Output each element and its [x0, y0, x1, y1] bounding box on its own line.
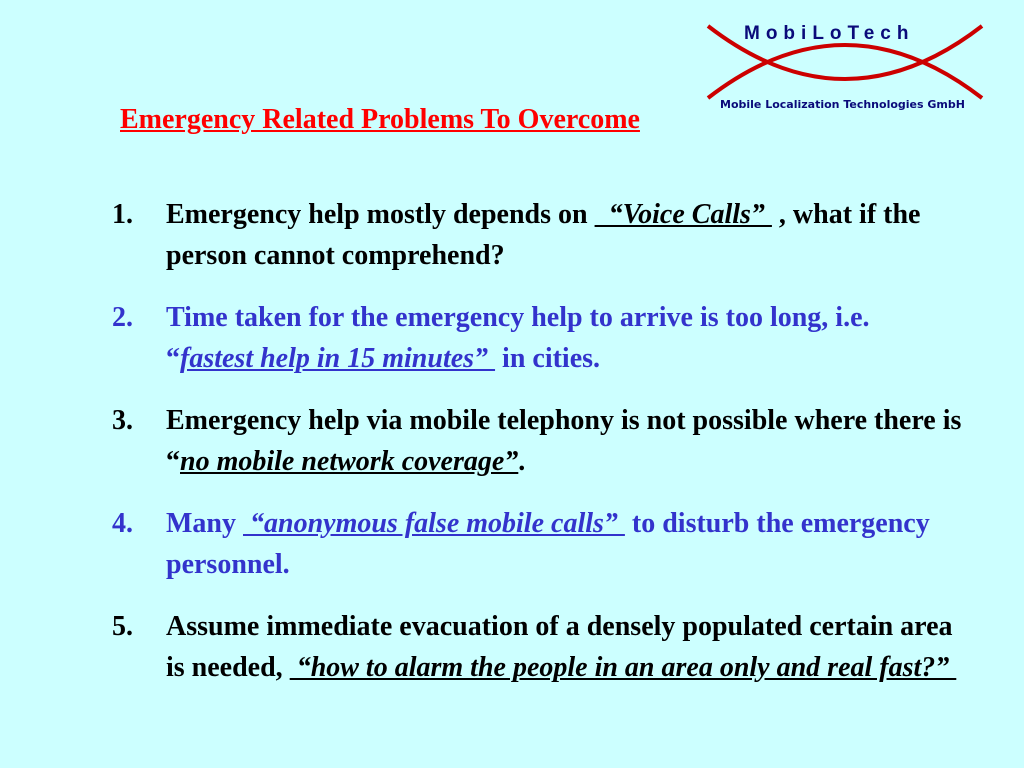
list-item — [112, 606, 962, 688]
item-text-end: to disturb the emergency personnel. — [166, 508, 930, 580]
list-item — [112, 194, 962, 276]
item-text: Emergency help via mobile telephony is not possible where there is “ — [166, 405, 962, 477]
problem-list — [112, 194, 962, 709]
logo-subtitle: Mobile Localization Technologies GmbH — [720, 98, 965, 111]
slide-title: Emergency Related Problems To Overcome — [120, 104, 640, 135]
item-highlight: “anonymous false mobile calls” — [243, 508, 625, 539]
list-item — [112, 297, 962, 379]
item-text: Many — [166, 508, 243, 539]
item-number: 5. — [112, 611, 133, 642]
item-highlight: “how to alarm the people in an area only and real fast?” — [289, 652, 957, 683]
item-number: 4. — [112, 508, 133, 539]
item-text-end: in cities. — [495, 343, 601, 374]
list-item — [112, 400, 962, 482]
item-number: 1. — [112, 199, 133, 230]
item-text-end: . — [518, 446, 526, 477]
company-logo — [700, 14, 990, 124]
item-text-end: , what if the person cannot comprehend? — [166, 199, 921, 271]
item-number: 3. — [112, 405, 133, 436]
item-highlight: fastest help in 15 minutes” — [180, 343, 496, 374]
item-highlight: “Voice Calls” — [594, 199, 772, 230]
item-text: Time taken for the emergency help to arrive is too long, i.e. “ — [166, 302, 870, 374]
logo-name: MobiLoTech — [744, 23, 915, 44]
item-highlight: no mobile network coverage” — [180, 446, 519, 477]
item-number: 2. — [112, 302, 133, 333]
item-text: Emergency help mostly depends on — [166, 199, 595, 230]
item-text: Assume immediate evacuation of a densely populated certain area is needed, — [166, 611, 953, 683]
list-item — [112, 503, 962, 585]
